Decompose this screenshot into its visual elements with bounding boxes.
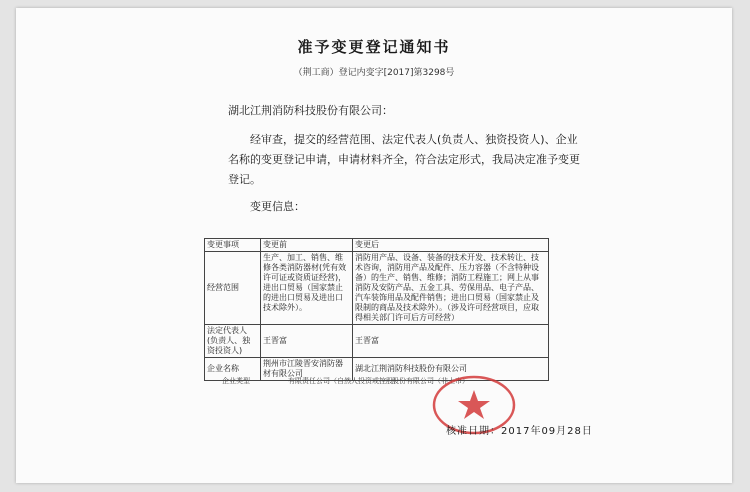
row-before: 生产、加工、销售、维修各类消防器材(凭有效许可证或资质证经营)，进出口贸易（国家禁止的进出口贸易及进出口技术除外）。 (261, 252, 353, 325)
footer-left: 企业类型 (222, 377, 250, 385)
addressee: 湖北江荆消防科技股份有限公司： (228, 104, 393, 117)
header-before: 变更前 (261, 239, 353, 252)
row-item: 法定代表人(负责人、独资投资人) (205, 325, 261, 358)
approval-date: 核准日期：2017年09月28日 (446, 426, 593, 437)
table-header-row (205, 239, 549, 252)
row-after: 消防用产品、设备、装备的技术开发、技术转让、技术咨询，消防用产品及配件、压力容器（不含特种设备）的生产、销售、维修；消防工程施工；网上从事消防及安防产品、五金工具、劳保用品、电子产品、汽车装饰用品及配件销售；进出口贸易（国家禁止及限制的商品及技术除外）。（涉及许可经营项目，应取得相关部门许可后方可经营） (353, 252, 549, 325)
header-item: 变更事项 (205, 239, 261, 252)
notice-body: 经审查，提交的经营范围、法定代表人(负责人、独资投资人)、企业名称的变更登记申请，申请材料齐全，符合法定形式，我局决定准予变更登记。 (228, 133, 580, 186)
table-row (205, 252, 549, 325)
row-before: 王晋富 (261, 325, 353, 358)
document-title: 准予变更登记通知书 (297, 38, 451, 56)
row-before: 荆州市江陵晋安消防器材有限公司 (261, 358, 353, 381)
row-item: 经营范围 (205, 252, 261, 325)
header-after: 变更后 (353, 239, 549, 252)
footer-right: 股份有限公司（非上市） (392, 377, 469, 385)
change-table (204, 238, 549, 381)
document-number: （荆工商）登记内变字[2017]第3298号 (293, 68, 455, 78)
change-info-label: 变更信息： (250, 200, 305, 213)
row-after: 王晋富 (353, 325, 549, 358)
table-row (205, 325, 549, 358)
footer-middle: 有限责任公司（自然人投资或控股） (288, 377, 400, 385)
row-after: 湖北江荆消防科技股份有限公司 (353, 358, 549, 381)
row-item: 企业名称 (205, 358, 261, 381)
